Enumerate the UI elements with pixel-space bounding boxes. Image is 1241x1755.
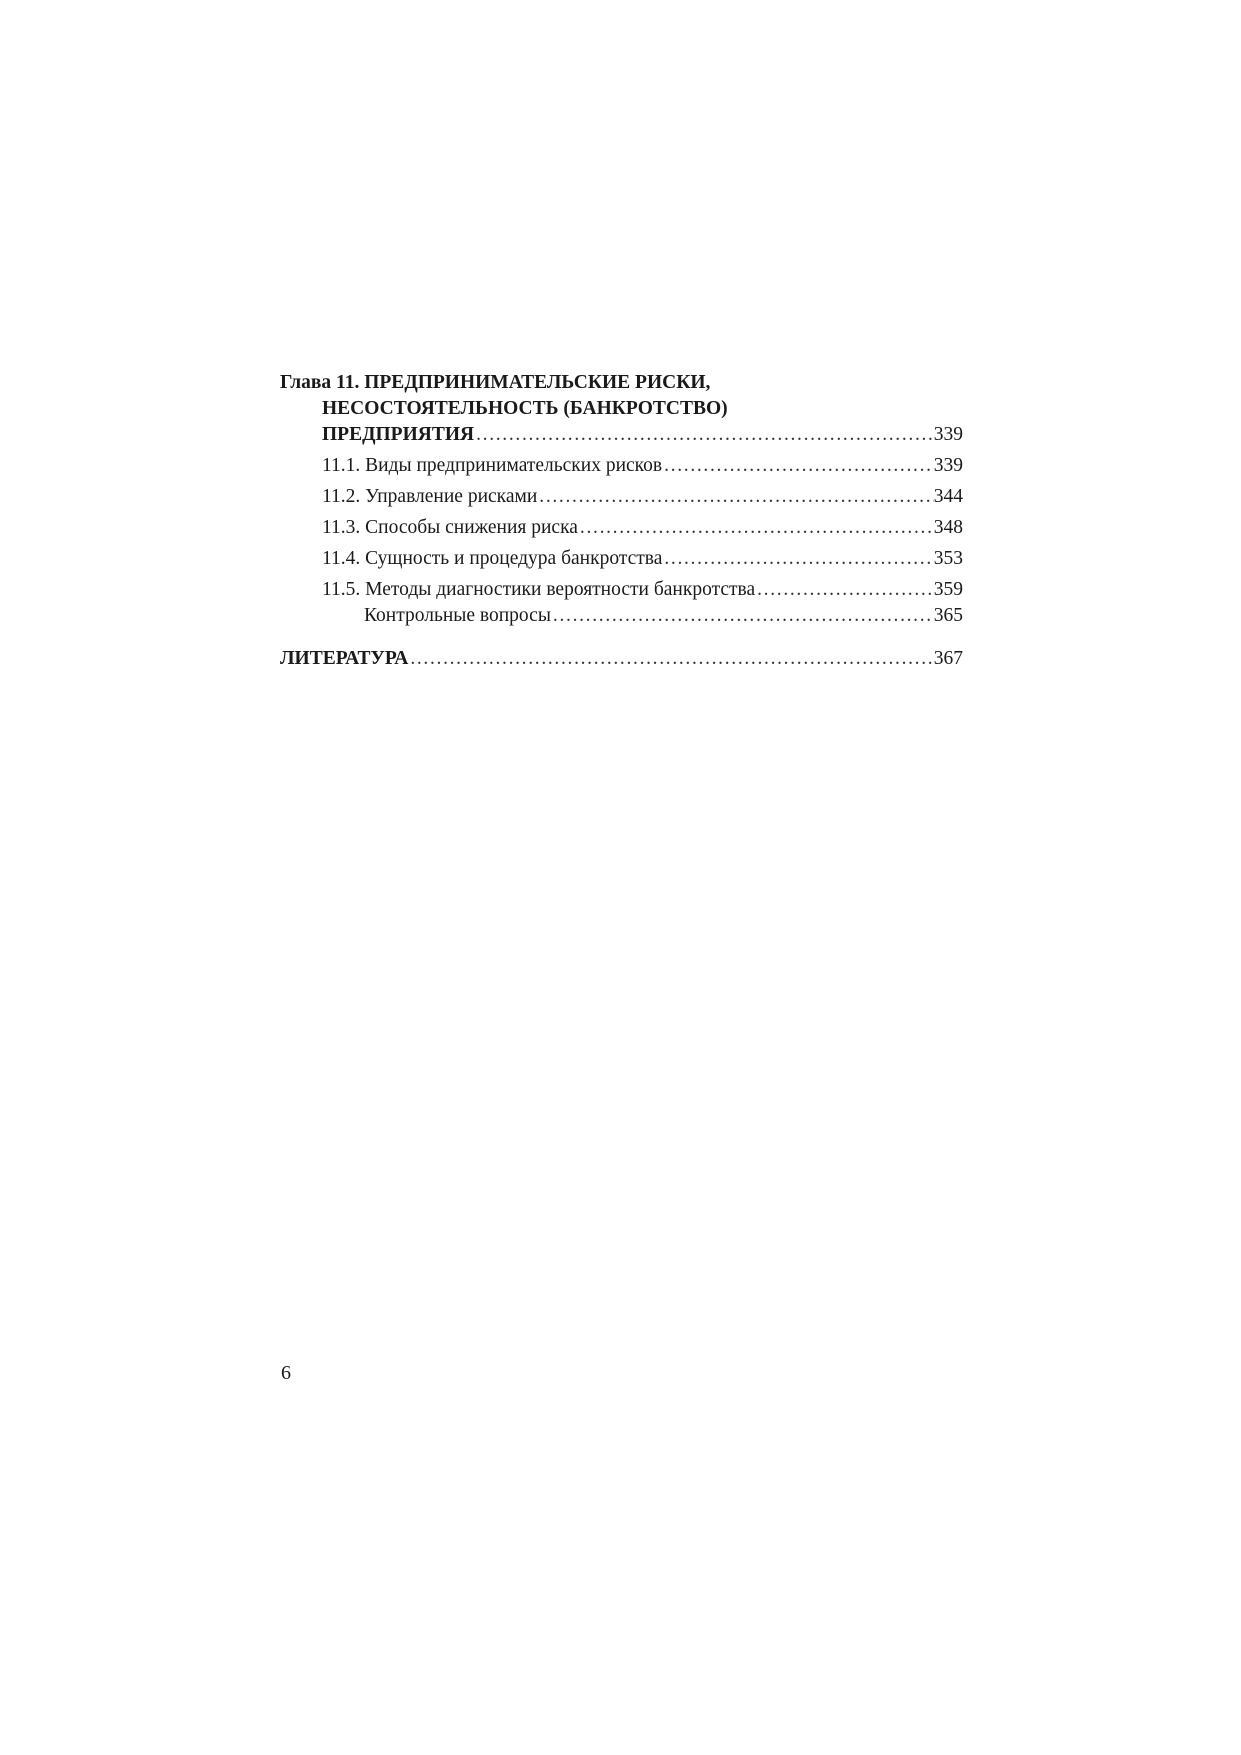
toc-entry-questions[interactable] [280,603,963,629]
chapter-title-line-1: Глава 11. ПРЕДПРИНИМАТЕЛЬСКИЕ РИСКИ, [280,372,711,393]
dot-leader [537,484,933,510]
toc-entry-title: Контрольные вопросы [364,605,551,626]
dot-leader [662,453,934,479]
toc-entry-section[interactable] [280,577,963,603]
toc-entry-title: ЛИТЕРАТУРА [280,648,409,669]
dot-leader [474,422,934,448]
toc-entry-title: 11.2. Управление рисками [322,486,538,507]
dot-leader [755,577,934,603]
chapter-heading [280,370,963,422]
table-of-contents [280,370,963,672]
toc-entry-title: 11.5. Методы диагностики вероятности банкротства [322,579,756,600]
toc-entry-section[interactable] [280,484,963,510]
toc-entry-section[interactable] [280,546,963,572]
toc-page-number: 353 [933,548,963,569]
toc-page-number: 367 [933,648,963,669]
toc-entry-title: 11.4. Сущность и процедура банкротства [322,548,663,569]
toc-entry-literature[interactable] [280,646,963,672]
toc-page-number: 359 [933,579,963,600]
toc-page-number: 339 [933,455,963,476]
chapter-title-line-2: НЕСОСТОЯТЕЛЬНОСТЬ (БАНКРОТСТВО) [322,398,728,419]
toc-entry-section[interactable] [280,453,963,479]
toc-entry-chapter[interactable] [280,422,963,448]
toc-page-number: 339 [933,424,963,445]
toc-entry-title: 11.3. Способы снижения риска [322,517,578,538]
toc-page-number: 365 [933,605,963,626]
dot-leader [662,546,933,572]
dot-leader [408,646,933,672]
toc-entry-title: 11.1. Виды предпринимательских рисков [322,455,663,476]
toc-entry-section[interactable] [280,515,963,541]
chapter-title-line-3: ПРЕДПРИЯТИЯ [322,424,475,445]
toc-page-number: 348 [933,517,963,538]
dot-leader [578,515,934,541]
dot-leader [551,603,934,629]
toc-page-number: 344 [933,486,963,507]
page-number: 6 [281,1362,291,1384]
